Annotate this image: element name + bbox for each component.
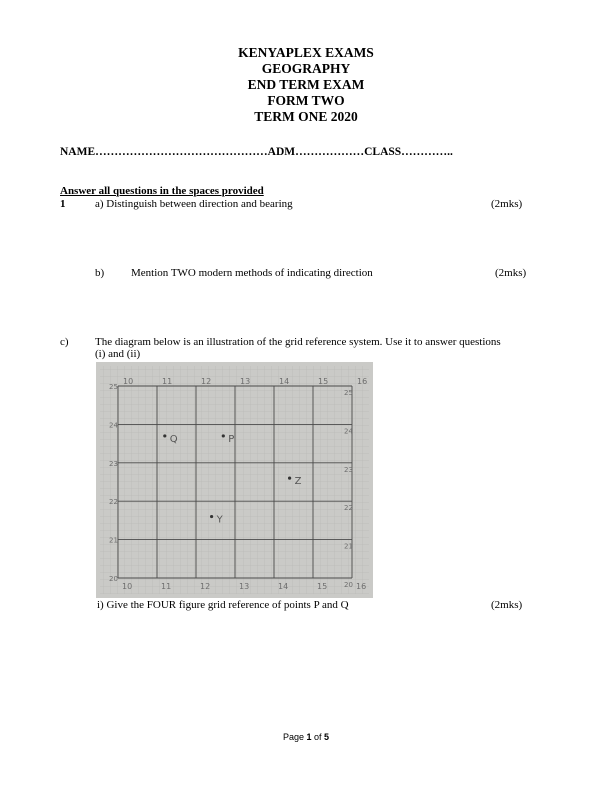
bottom-easting-label: 12 bbox=[200, 582, 211, 591]
question-1a: a) Distinguish between direction and bearing bbox=[95, 198, 293, 210]
top-easting-label: 10 bbox=[123, 377, 134, 386]
point-z-label: Z bbox=[294, 476, 302, 488]
right-northing-label: 24 bbox=[344, 427, 353, 436]
question-1b: Mention TWO modern methods of indicating direction bbox=[131, 267, 373, 279]
form-level: FORM TWO bbox=[267, 93, 345, 108]
question-1c-label: c) bbox=[60, 336, 69, 348]
page-footer bbox=[0, 732, 612, 742]
point-p-label: P bbox=[228, 433, 235, 445]
question-1b-label: b) bbox=[95, 267, 105, 279]
bottom-easting-label: 11 bbox=[161, 582, 172, 591]
left-northing-label: 25 bbox=[109, 383, 118, 391]
left-northing-label: 21 bbox=[109, 536, 118, 545]
left-northing-label: 20 bbox=[109, 575, 118, 583]
top-easting-label: 15 bbox=[318, 377, 329, 386]
right-northing-label: 20 bbox=[344, 581, 353, 589]
grid-reference-diagram bbox=[96, 362, 373, 598]
bottom-easting-label: 16 bbox=[356, 582, 367, 591]
point-y-label: Y bbox=[216, 514, 223, 526]
left-northing-label: 23 bbox=[109, 459, 118, 468]
subject: GEOGRAPHY bbox=[261, 61, 351, 76]
point-y-dot bbox=[210, 515, 213, 518]
question-1c-line2: (i) and (ii) bbox=[95, 348, 141, 360]
question-number: 1 bbox=[60, 198, 66, 210]
bottom-easting-label: 10 bbox=[122, 582, 133, 591]
right-northing-label: 23 bbox=[344, 465, 353, 474]
term: TERM ONE 2020 bbox=[254, 109, 358, 124]
question-1c-line1: The diagram below is an illustration of the grid reference system. Use it to answer questions bbox=[95, 336, 501, 348]
exam-provider: KENYAPLEX EXAMS bbox=[238, 45, 374, 60]
question-1b-marks: (2mks) bbox=[495, 267, 527, 279]
question-1c-i: i) Give the FOUR figure grid reference of points P and Q bbox=[97, 599, 349, 611]
instructions: Answer all questions in the spaces provided bbox=[60, 185, 264, 197]
graph-paper bbox=[100, 366, 369, 594]
top-easting-label: 16 bbox=[357, 377, 368, 386]
point-q-dot bbox=[163, 434, 166, 437]
student-details-line: NAME………………………………………ADM………………CLASS………….. bbox=[60, 146, 453, 158]
bottom-easting-label: 13 bbox=[239, 582, 250, 591]
top-easting-label: 14 bbox=[279, 377, 290, 386]
point-z-dot bbox=[288, 477, 291, 480]
footer-total-pages: 5 bbox=[324, 732, 330, 742]
grid-diagram-svg bbox=[96, 362, 373, 598]
point-q-label: Q bbox=[169, 433, 178, 445]
left-northing-label: 22 bbox=[109, 498, 118, 507]
top-easting-label: 12 bbox=[201, 377, 212, 386]
left-northing-label: 24 bbox=[109, 421, 118, 430]
bottom-easting-label: 15 bbox=[317, 582, 328, 591]
top-easting-label: 13 bbox=[240, 377, 251, 386]
point-p-dot bbox=[222, 434, 225, 437]
right-northing-label: 25 bbox=[344, 389, 353, 397]
right-northing-label: 21 bbox=[344, 542, 353, 551]
footer-prefix: Page bbox=[282, 732, 307, 742]
footer-current-page: 1 bbox=[306, 732, 312, 742]
footer-of: of bbox=[311, 732, 325, 742]
question-1a-marks: (2mks) bbox=[491, 198, 523, 210]
bottom-easting-label: 14 bbox=[278, 582, 289, 591]
exam-title: END TERM EXAM bbox=[247, 77, 365, 92]
right-northing-label: 22 bbox=[344, 504, 353, 513]
top-easting-label: 11 bbox=[162, 377, 173, 386]
question-1c-i-marks: (2mks) bbox=[491, 599, 523, 611]
